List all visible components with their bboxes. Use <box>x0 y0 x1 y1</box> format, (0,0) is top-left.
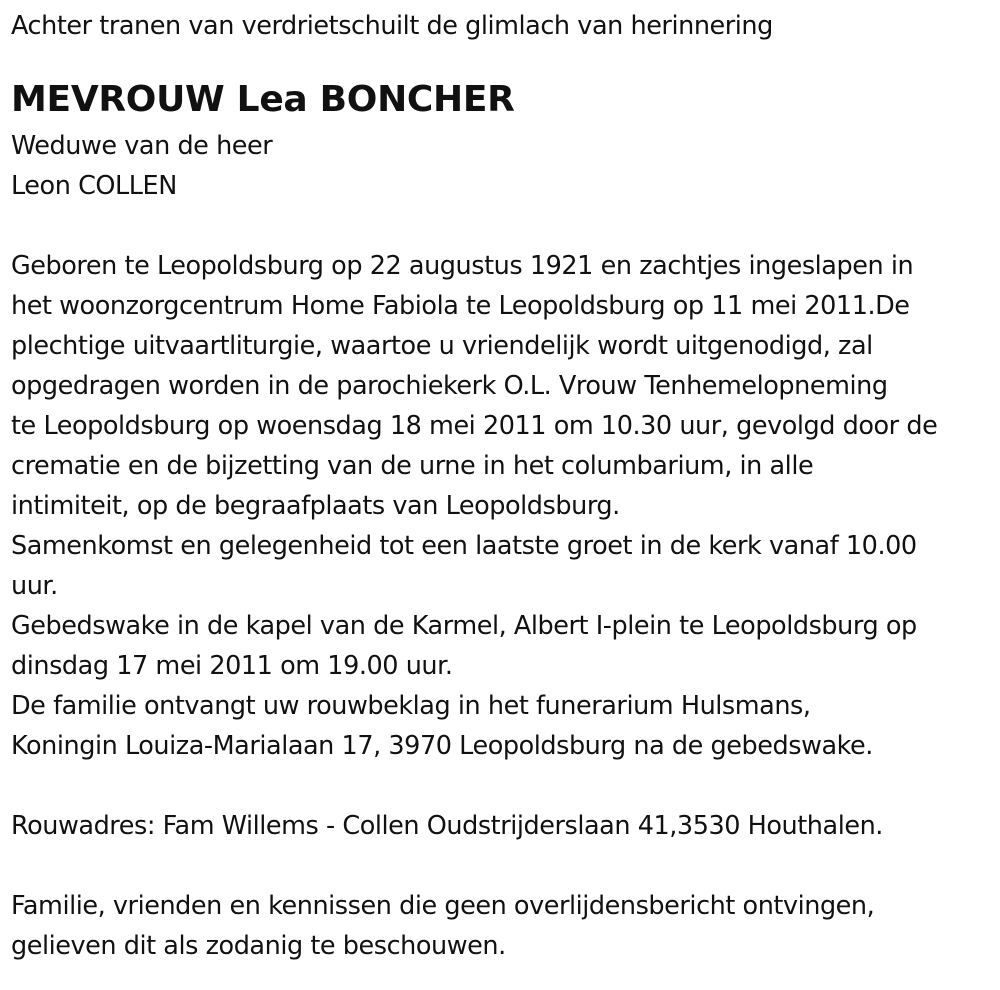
body-line: De familie ontvangt uw rouwbeklag in het funerarium Hulsmans, <box>11 691 811 721</box>
motto: Achter tranen van verdrietschuilt de glimlach van herinnering <box>11 11 773 41</box>
body-line: opgedragen worden in de parochiekerk O.L. Vrouw Tenhemelopneming <box>11 371 888 401</box>
body-line: te Leopoldsburg op woensdag 18 mei 2011 om 10.30 uur, gevolgd door de <box>11 411 938 441</box>
body-line: crematie en de bijzetting van de urne in het columbarium, in alle <box>11 451 814 481</box>
body-line: Gebedswake in de kapel van de Karmel, Albert I-plein te Leopoldsburg op <box>11 611 917 641</box>
spouse-line-2: Leon COLLEN <box>11 171 177 201</box>
deceased-name: MEVROUW Lea BONCHER <box>11 79 515 120</box>
body-line: het woonzorgcentrum Home Fabiola te Leopoldsburg op 11 mei 2011.De <box>11 291 910 321</box>
closing-line-2: gelieven dit als zodanig te beschouwen. <box>11 931 506 961</box>
closing-line-1: Familie, vrienden en kennissen die geen overlijdensbericht ontvingen, <box>11 891 875 921</box>
body-line: Samenkomst en gelegenheid tot een laatste groet in de kerk vanaf 10.00 <box>11 531 917 561</box>
obituary-notice <box>11 6 996 966</box>
body-line: dinsdag 17 mei 2011 om 19.00 uur. <box>11 651 453 681</box>
mourning-address: Rouwadres: Fam Willems - Collen Oudstrijderslaan 41,3530 Houthalen. <box>11 811 883 841</box>
body-line: Koningin Louiza-Marialaan 17, 3970 Leopoldsburg na de gebedswake. <box>11 731 873 761</box>
spacer <box>11 766 996 806</box>
spacer <box>11 846 996 886</box>
body-line: Geboren te Leopoldsburg op 22 augustus 1921 en zachtjes ingeslapen in <box>11 251 914 281</box>
body-line: uur. <box>11 571 58 601</box>
body-line: plechtige uitvaartliturgie, waartoe u vriendelijk wordt uitgenodigd, zal <box>11 331 873 361</box>
spouse-line-1: Weduwe van de heer <box>11 131 273 161</box>
spacer <box>11 206 996 246</box>
body-line: intimiteit, op de begraafplaats van Leopoldsburg. <box>11 491 620 521</box>
body-text <box>11 246 996 766</box>
